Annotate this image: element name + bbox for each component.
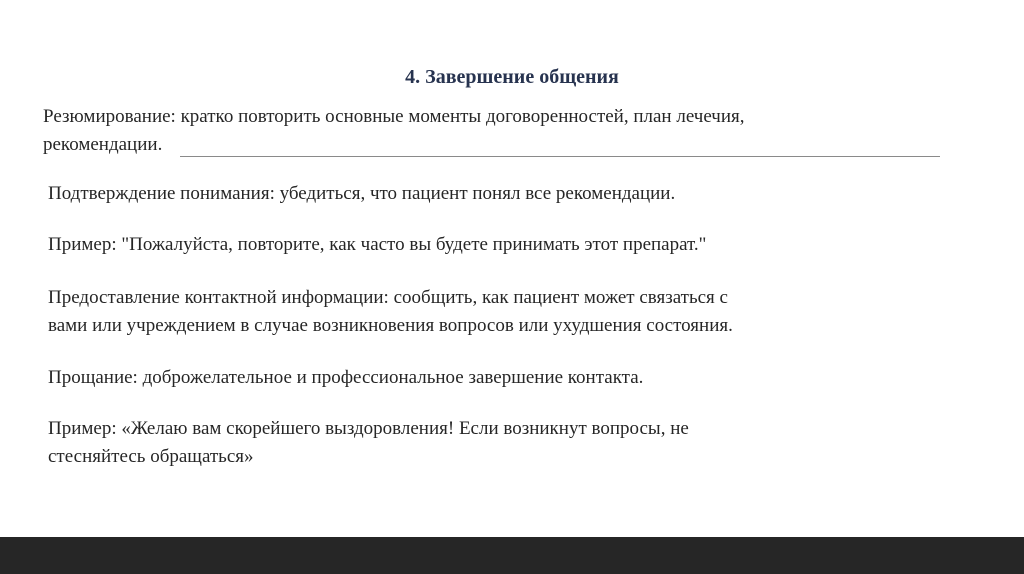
text-line: стесняйтесь обращаться» [48, 446, 254, 467]
example-paragraph [48, 231, 706, 259]
confirmation-paragraph [48, 180, 675, 208]
text-line: Подтверждение понимания: убедиться, что пациент понял все рекомендации. [48, 183, 676, 204]
text-line: вами или учреждением в случае возникновения вопросов или ухудшения состояния. [48, 315, 733, 336]
divider-line [180, 156, 940, 157]
farewell-paragraph [48, 364, 643, 392]
slide-title: 4. Завершение общения [405, 66, 619, 88]
summary-paragraph [43, 103, 745, 159]
text-line: Пример: «Желаю вам скорейшего выздоровления! Если возникнут вопросы, не [48, 418, 689, 439]
bottom-bar [0, 537, 1024, 574]
text-line: Резюмирование: кратко повторить основные моменты договоренностей, план лечечия, [43, 106, 745, 127]
text-line: Предоставление контактной информации: сообщить, как пациент может связаться с [48, 287, 728, 308]
contact-info-paragraph [48, 284, 733, 340]
farewell-example-paragraph [48, 415, 689, 471]
text-line: Прощание: доброжелательное и профессиональное завершение контакта. [48, 367, 644, 388]
text-line: рекомендации. [43, 134, 163, 155]
text-line: Пример: "Пожалуйста, повторите, как часто вы будете принимать этот препарат." [48, 234, 707, 255]
